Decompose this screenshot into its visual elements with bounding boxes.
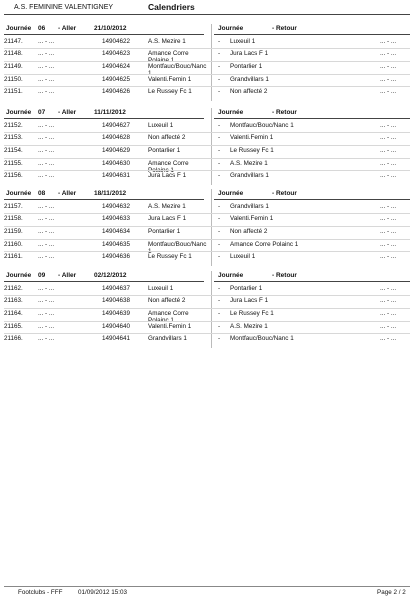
match-id: 21148. [4,50,23,57]
match-dash: - [218,203,221,210]
match-code: 14904626 [102,88,131,95]
home-team: Pontarlier 1 [148,228,181,235]
home-team: Amance Corre Polainc 1 [148,160,189,174]
journee-underline-right [214,281,410,282]
home-team: Jura Lacs F 1 [148,172,187,179]
away-team: Pontarlier 1 [230,285,263,292]
retour-score: ... - ... [380,310,397,317]
match-code: 14904624 [102,63,131,70]
match-code: 14904640 [102,323,131,330]
page-title: Calendriers [148,2,195,12]
match-row [4,158,410,174]
aller-score: ... - ... [38,310,55,317]
aller-score: ... - ... [38,335,55,342]
match-dash: - [218,88,221,95]
match-row [4,36,410,48]
journee-underline-right [214,34,410,35]
match-id: 21149. [4,63,23,70]
home-team: Luxeuil 1 [148,122,174,129]
away-team: A.S. Mezire 1 [230,323,268,330]
aller-score: ... - ... [38,203,55,210]
match-row [4,120,410,132]
match-row [4,251,410,264]
journee-label: Journée [6,109,32,116]
retour-score: ... - ... [380,134,397,141]
retour-score: ... - ... [380,297,397,304]
home-team: Non affecté 2 [148,134,186,141]
retour-score: ... - ... [380,335,397,342]
away-team: Grandvillars 1 [230,172,269,179]
aller-score: ... - ... [38,147,55,154]
match-id: 21157. [4,203,23,210]
retour-score: ... - ... [380,323,397,330]
retour-score: ... - ... [380,172,397,179]
match-row [4,239,410,255]
aller-label: - Aller [58,109,77,116]
match-code: 14904639 [102,310,131,317]
retour-label: - Retour [272,190,297,197]
match-id: 21164. [4,310,23,317]
home-team: Jura Lacs F 1 [148,215,187,222]
away-team: Pontarlier 1 [230,63,263,70]
aller-score: ... - ... [38,88,55,95]
match-id: 21160. [4,241,23,248]
home-team: Non affecté 2 [148,297,186,304]
match-id: 21159. [4,228,23,235]
footer-divider [4,586,410,587]
match-code: 14904641 [102,335,131,342]
journee-label: Journée [6,190,32,197]
away-team: Le Russey Fc 1 [230,147,274,154]
match-code: 14904630 [102,160,131,167]
match-code: 14904636 [102,253,131,260]
match-code: 14904633 [102,215,131,222]
match-id: 21162. [4,285,23,292]
match-code: 14904638 [102,297,131,304]
home-team: Amance Corre Polaine 1 [148,50,189,64]
match-row [4,321,410,333]
journee-label-retour: Journée [218,109,244,116]
journee-number: 09 [38,272,46,279]
away-team: Non affecté 2 [230,228,268,235]
journee-underline-left [4,34,204,35]
journee-date: 11/11/2012 [94,109,126,116]
match-dash: - [218,253,221,260]
away-team: Luxeuil 1 [230,253,256,260]
home-team: Le Russey Fc 1 [148,253,192,260]
match-id: 21151. [4,88,23,95]
aller-score: ... - ... [38,38,55,45]
journee-label-retour: Journée [218,25,244,32]
footer-page-number: Page 2 / 2 [377,589,406,596]
match-dash: - [218,310,221,317]
retour-score: ... - ... [380,63,397,70]
away-team: Grandvillars 1 [230,76,269,83]
home-team: Amance Corre Polainc 1 [148,310,189,324]
aller-label: - Aller [58,25,77,32]
match-dash: - [218,285,221,292]
match-dash: - [218,50,221,57]
retour-label: - Retour [272,272,297,279]
journee-header [4,271,410,282]
retour-score: ... - ... [380,285,397,292]
match-dash: - [218,228,221,235]
journee-underline-left [4,118,204,119]
match-dash: - [218,134,221,141]
match-dash: - [218,63,221,70]
match-code: 14904623 [102,50,131,57]
aller-score: ... - ... [38,297,55,304]
retour-score: ... - ... [380,147,397,154]
match-code: 14904622 [102,38,131,45]
match-row [4,283,410,295]
match-dash: - [218,38,221,45]
retour-score: ... - ... [380,203,397,210]
aller-score: ... - ... [38,323,55,330]
away-team: Amance Corre Polainc 1 [230,241,299,248]
journee-label: Journée [6,272,32,279]
retour-score: ... - ... [380,215,397,222]
match-row [4,308,410,324]
match-id: 21156. [4,172,23,179]
home-team: Montfauc/Bouc/Nanc 1 [148,241,207,255]
journee-underline-right [214,118,410,119]
header-divider [4,14,410,15]
match-row [4,61,410,77]
aller-score: ... - ... [38,122,55,129]
retour-label: - Retour [272,25,297,32]
match-code: 14904625 [102,76,131,83]
match-id: 21154. [4,147,23,154]
footer-source: Footclubs - FFF [18,589,63,596]
match-id: 21150. [4,76,23,83]
match-code: 14904632 [102,203,131,210]
match-code: 14904631 [102,172,131,179]
retour-score: ... - ... [380,160,397,167]
home-team: A.S. Mezire 1 [148,38,186,45]
match-id: 21147. [4,38,23,45]
journee-number: 07 [38,109,46,116]
home-team: Grandvillars 1 [148,335,187,342]
home-team: Montfauc/Bouc/Nanc 1 [148,63,207,77]
journee-underline-right [214,199,410,200]
match-id: 21163. [4,297,23,304]
journee-label-retour: Journée [218,190,244,197]
away-team: Le Russey Fc 1 [230,310,274,317]
journee-label-retour: Journée [218,272,244,279]
aller-score: ... - ... [38,228,55,235]
match-code: 14904635 [102,241,131,248]
aller-score: ... - ... [38,134,55,141]
away-team: Valenti.Femin 1 [230,215,274,222]
journee-underline-left [4,281,204,282]
journee-number: 08 [38,190,46,197]
away-team: A.S. Mezire 1 [230,160,268,167]
match-dash: - [218,172,221,179]
journee-header [4,24,410,35]
match-id: 21166. [4,335,23,342]
club-name: A.S. FEMININE VALENTIGNEY [14,4,114,11]
match-row [4,213,410,226]
retour-score: ... - ... [380,50,397,57]
aller-score: ... - ... [38,253,55,260]
journee-date: 18/11/2012 [94,190,127,197]
journee-header [4,189,410,200]
retour-score: ... - ... [380,122,397,129]
match-row [4,295,410,308]
away-team: Non affecté 2 [230,88,268,95]
match-code: 14904634 [102,228,131,235]
aller-label: - Aller [58,190,77,197]
match-id: 21158. [4,215,23,222]
home-team: Pontarlier 1 [148,147,181,154]
match-dash: - [218,241,221,248]
journee-label: Journée [6,25,32,32]
away-team: Valenti.Femin 1 [230,134,274,141]
match-dash: - [218,323,221,330]
aller-score: ... - ... [38,172,55,179]
away-team: Jura Lacs F 1 [230,50,269,57]
match-dash: - [218,297,221,304]
home-team: A.S. Mezire 1 [148,203,186,210]
match-code: 14904629 [102,147,131,154]
away-team: Luxeuil 1 [230,38,256,45]
retour-score: ... - ... [380,241,397,248]
match-dash: - [218,122,221,129]
retour-label: - Retour [272,109,297,116]
match-dash: - [218,160,221,167]
journee-header [4,108,410,119]
aller-score: ... - ... [38,50,55,57]
match-code: 14904627 [102,122,131,129]
aller-score: ... - ... [38,285,55,292]
match-row [4,74,410,86]
aller-score: ... - ... [38,160,55,167]
aller-score: ... - ... [38,215,55,222]
retour-score: ... - ... [380,76,397,83]
match-row [4,145,410,158]
match-row [4,226,410,239]
match-id: 21155. [4,160,23,167]
match-code: 14904628 [102,134,131,141]
aller-label: - Aller [58,272,77,279]
retour-score: ... - ... [380,88,397,95]
journee-underline-left [4,199,204,200]
journee-date: 21/10/2012 [94,25,127,32]
away-team: Montfauc/Bouc/Nanc 1 [230,335,294,342]
match-id: 21153. [4,134,23,141]
journee-date: 02/12/2012 [94,272,127,279]
match-row [4,132,410,145]
footer-printed-date: 01/09/2012 15:03 [78,589,128,596]
aller-score: ... - ... [38,63,55,70]
match-dash: - [218,335,221,342]
aller-score: ... - ... [38,76,55,83]
retour-score: ... - ... [380,253,397,260]
match-row [4,48,410,64]
match-row [4,201,410,213]
away-team: Montfauc/Bouc/Nanc 1 [230,122,294,129]
match-dash: - [218,76,221,83]
match-row [4,170,410,183]
home-team: Luxeuil 1 [148,285,174,292]
match-dash: - [218,147,221,154]
match-id: 21161. [4,253,23,260]
match-id: 21165. [4,323,23,330]
home-team: Valenti.Femin 1 [148,76,192,83]
match-row [4,333,410,346]
match-row [4,86,410,99]
away-team: Jura Lacs F 1 [230,297,269,304]
away-team: Grandvillars 1 [230,203,269,210]
journee-number: 06 [38,25,46,32]
match-dash: - [218,215,221,222]
match-id: 21152. [4,122,23,129]
home-team: Valenti.Femin 1 [148,323,192,330]
retour-score: ... - ... [380,38,397,45]
match-code: 14904637 [102,285,131,292]
aller-score: ... - ... [38,241,55,248]
retour-score: ... - ... [380,228,397,235]
home-team: Le Russey Fc 1 [148,88,192,95]
